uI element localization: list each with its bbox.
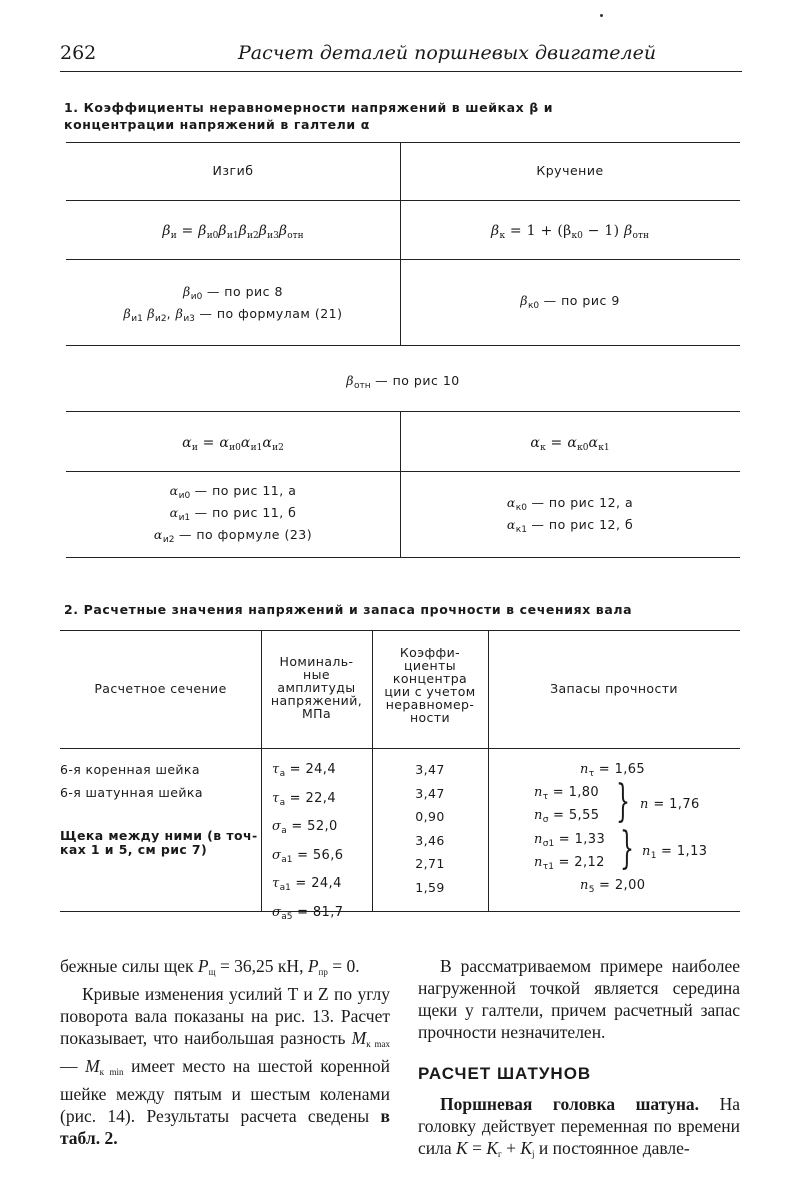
fig-ref: 11, б [262, 505, 297, 520]
safety-n-tau-main: $n_\tau = 1,65$ [580, 762, 646, 779]
table2-rule-top [60, 630, 740, 631]
right-column [418, 955, 740, 1165]
beta-torsion-formula: $\beta_к = 1 + (\beta_{к0} - 1)$ $\beta_{отн}$ [491, 223, 649, 241]
beta-i0-line: $\beta_{и0}$ — по рис 8 [183, 284, 283, 302]
safety-n-sigma1: $n_{\sigma 1} = 1,33$ [534, 832, 606, 849]
stress-sigma-a5: $\sigma_{a5} = 81,7$ [272, 904, 344, 922]
beta-bending-formula: $\beta_и = \beta_{и0}\beta_{и1}\beta_{и2}\beta_{и3}\beta_{отн}$ [162, 223, 304, 241]
col-bending-header: Изгиб [212, 163, 254, 178]
alpha-k1-line: $\alpha_{к1}$ — по рис 12, б [506, 517, 634, 535]
col-torsion-header: Кручение [536, 163, 604, 178]
text-run: и постоянное давле- [538, 1138, 690, 1158]
formula-prefix: — по формулам [199, 306, 311, 321]
page-header [60, 42, 740, 72]
stress-sigma-pin: $\sigma_a = 52,0$ [272, 819, 338, 836]
text-run: бежные силы щек [60, 956, 194, 976]
coef-value: 1,59 [415, 879, 445, 895]
formula-ref: (23) [284, 527, 313, 542]
paragraph: Поршневая головка шатуна. На головку действует переменная по времени сила $K = K_г + K_j$ и постоянное давле- [418, 1094, 741, 1159]
table1-rule [66, 200, 740, 201]
safety-value: 5,55 [568, 808, 600, 823]
text-run: Поршневая головка шатуна. [440, 1094, 700, 1114]
fig-prefix: — по рис [531, 517, 595, 532]
formula-ref: (21) [314, 306, 343, 321]
alpha-bending-formula: $\alpha_и = \alpha_{и0}\alpha_{и1}\alpha_{и2}$ [182, 435, 284, 453]
table2-rule-bottom [60, 911, 740, 912]
fig-ref: 12, б [599, 517, 634, 532]
safety-value: 1,80 [568, 785, 600, 800]
beta-k0-line: $\beta_{к0}$ — по рис 9 [520, 293, 620, 311]
safety-value: 2,12 [574, 855, 605, 870]
coef-value: 3,47 [415, 785, 445, 801]
stress-value: 52,0 [307, 819, 338, 834]
safety-n-tau1: $n_{\tau 1} = 2,12$ [534, 855, 605, 872]
fig-ref: 8 [274, 284, 283, 299]
text-run: = 36,25 кН, [219, 956, 304, 976]
row-web-line2: ках 1 и 5, см рис 7) [60, 842, 208, 857]
alpha-i1-line: $\alpha_{и1}$ — по рис 11, б [169, 505, 297, 523]
safety-n-sigma-pin: $n_\sigma = 5,55$ [534, 808, 600, 825]
col-safety-header: Запасы прочности [550, 681, 678, 696]
row-web [60, 829, 260, 857]
row-main-journal: 6-я коренная шейка [60, 762, 200, 777]
beta-i123-line: $\beta_{и1}$ $\beta_{и2}$, $\beta_{и3}$ — по формулам (21) [123, 306, 343, 324]
fig-prefix: — по рис [194, 483, 258, 498]
stress-tau-a1: $\tau_{a1} = 24,4$ [272, 876, 342, 893]
alpha-k0-line: $\alpha_{к0}$ — по рис 12, а [506, 495, 634, 513]
fig-ref: 9 [611, 293, 620, 308]
fig-prefix: — по рис [194, 505, 258, 520]
col-coef-header: Коэффи- циенты концентра ции с учетом неравномер- ности [384, 645, 476, 725]
fig-ref: 12, а [599, 495, 634, 510]
table1-rule [66, 345, 740, 346]
coef-list [372, 758, 488, 899]
table1-rule-top [66, 142, 740, 143]
brace-right-icon: } [616, 776, 630, 827]
fig-prefix: — по рис [543, 293, 607, 308]
fig-ref: 11, а [262, 483, 297, 498]
paragraph: Кривые изменения усилий T и Z по углу поворота вала показаны на рис. 13. Расчет показывает, что наибольшая разность $M_{к max}$ — $M_{к min}$ имеет место на шестой коренной шейке между пятым и шестым коленами (рис. 14). Результаты расчета сведены в табл. 2. [60, 984, 391, 1148]
table1-caption: 1. Коэффициенты неравномерности напряжений в шейках β и концентрации напряжений в галтели α [64, 100, 554, 132]
stress-sigma-a1: $\sigma_{a1} = 56,6$ [272, 847, 344, 865]
safety-n1: $n_1 = 1,13$ [642, 844, 708, 861]
row-crank-pin: 6-я шатунная шейка [60, 785, 203, 800]
safety-n5: $n_5 = 2,00$ [580, 878, 646, 895]
table1-rule [66, 259, 740, 260]
stress-value: 81,7 [312, 904, 344, 920]
safety-value: 1,65 [614, 762, 646, 777]
running-title: Расчет деталей поршневых двигателей [238, 42, 657, 64]
col-nominal-header: Номиналь- ные амплитуды напряжений, МПа [270, 654, 363, 721]
brace-right-icon: } [620, 823, 634, 874]
coef-value: 3,47 [415, 762, 445, 777]
safety-value: 2,00 [614, 878, 646, 893]
paragraph: В рассматриваемом примере наиболее нагруженной точкой является середина щеки у галтели, причем расчетный запас прочности незначителен. [418, 956, 740, 1042]
table2-caption: 2. Расчетные значения напряжений и запаса прочности в сечениях вала [64, 602, 633, 617]
table1-rule-bottom [66, 557, 740, 558]
stress-tau-main: $\tau_a = 24,4$ [272, 762, 337, 779]
safety-value: 1,13 [676, 844, 708, 859]
fig-prefix: — по рис [375, 373, 439, 388]
text-run: Кривые изменения усилий T и Z по углу поворота вала показаны на рис. 13. Расчет показывает, что наибольшая разность [60, 984, 390, 1048]
text-run: На головку действует переменная по времени сила [418, 1094, 741, 1158]
beta-torsion-text: 1 + (β [526, 223, 572, 239]
text-run: в табл. 2. [60, 1106, 390, 1148]
table2-divider [488, 630, 489, 911]
safety-value: 1,76 [669, 797, 700, 812]
fig-prefix: — по рис [206, 284, 271, 299]
coef-value: 0,90 [415, 809, 445, 824]
paragraph: бежные силы щек $P_щ = 36,25$ кН, $P_{пр} = 0$. [60, 956, 360, 977]
safety-value: 1,33 [574, 832, 606, 847]
alpha-torsion-formula: $\alpha_к = \alpha_{к0}\alpha_{к1}$ [530, 435, 610, 453]
section-heading: РАСЧЕТ ШАТУНОВ [418, 1064, 592, 1083]
left-column [60, 955, 390, 1149]
table1-rule [66, 411, 740, 412]
fig-ref: 10 [442, 373, 460, 388]
beta-rel-line: $\beta_{отн}$ — по рис 10 [346, 373, 460, 391]
fig-prefix: — по рис [531, 495, 595, 510]
stress-list [272, 758, 372, 929]
stress-value: 56,6 [312, 847, 344, 863]
row-web-line1: Щека между ними (в точ- [60, 828, 258, 843]
stress-value: 24,4 [305, 762, 337, 777]
table1-rule [66, 471, 740, 472]
alpha-i0-line: $\alpha_{и0}$ — по рис 11, а [169, 483, 297, 501]
coef-value: 3,46 [415, 832, 445, 848]
table2-rule [60, 748, 740, 749]
text-run: имеет место на шестой коренной шейке между пятым и шестым коленами (рис. 14). Результаты расчета сведены [60, 1056, 391, 1126]
safety-n-tau-pin: $n_\tau = 1,80$ [534, 785, 600, 802]
formula-prefix: — по формуле [178, 527, 280, 542]
alpha-i2-line: $\alpha_{и2}$ — по формуле (23) [153, 527, 313, 545]
coef-value: 2,71 [415, 856, 445, 871]
col-section-header: Расчетное сечение [94, 681, 227, 696]
stress-tau-pin: $\tau_a = 22,4$ [272, 790, 337, 808]
safety-n-pin: n = 1,76 [640, 797, 700, 812]
speck [600, 14, 603, 17]
header-rule [60, 71, 742, 72]
text-run: = 0. [332, 956, 360, 976]
stress-value: 24,4 [311, 876, 342, 891]
stress-value: 22,4 [305, 790, 337, 806]
page-number: 262 [60, 42, 97, 64]
